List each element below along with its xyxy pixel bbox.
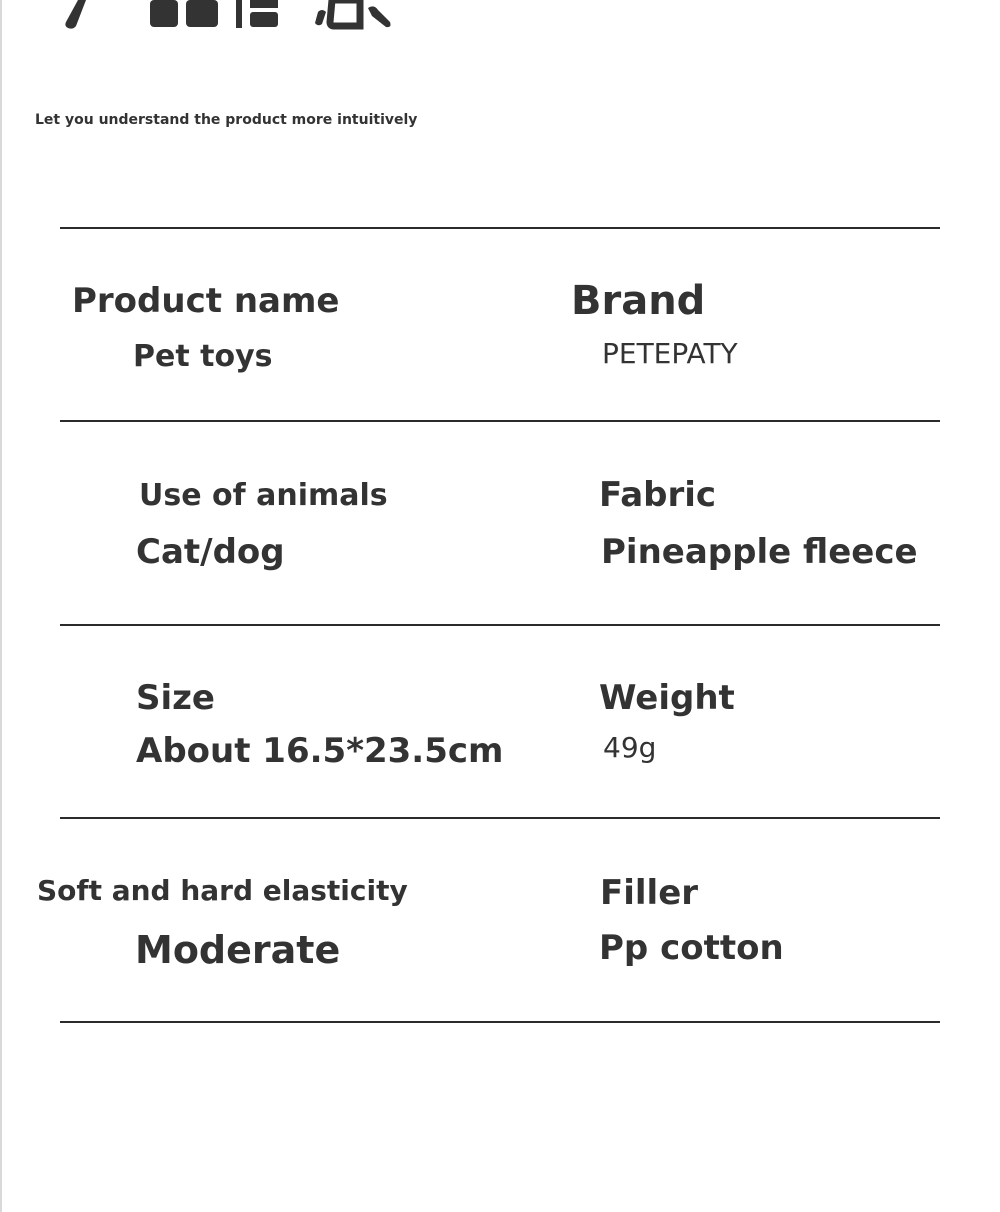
header-title-graphic bbox=[0, 0, 520, 30]
section-divider bbox=[60, 420, 940, 422]
brand-value: PETEPATY bbox=[602, 337, 738, 370]
section-divider bbox=[60, 624, 940, 626]
section-divider bbox=[60, 1021, 940, 1023]
brand-label: Brand bbox=[571, 278, 706, 324]
size-value: About 16.5*23.5cm bbox=[136, 731, 504, 771]
fabric-value: Pineapple fleece bbox=[601, 532, 918, 572]
section-divider bbox=[60, 227, 940, 229]
filler-value: Pp cotton bbox=[599, 928, 784, 968]
weight-value: 49g bbox=[603, 731, 657, 764]
filler-label: Filler bbox=[600, 873, 699, 913]
use-of-animals-label: Use of animals bbox=[139, 478, 388, 513]
product-name-value: Pet toys bbox=[133, 339, 273, 374]
section-divider bbox=[60, 817, 940, 819]
page-left-edge bbox=[0, 0, 2, 1212]
product-name-label: Product name bbox=[72, 281, 340, 321]
use-of-animals-value: Cat/dog bbox=[136, 532, 285, 572]
page-subtitle: Let you understand the product more intuitively bbox=[35, 112, 418, 128]
elasticity-label: Soft and hard elasticity bbox=[37, 874, 408, 907]
weight-label: Weight bbox=[599, 678, 735, 718]
elasticity-value: Moderate bbox=[135, 928, 341, 972]
size-label: Size bbox=[136, 678, 215, 718]
fabric-label: Fabric bbox=[599, 475, 717, 515]
